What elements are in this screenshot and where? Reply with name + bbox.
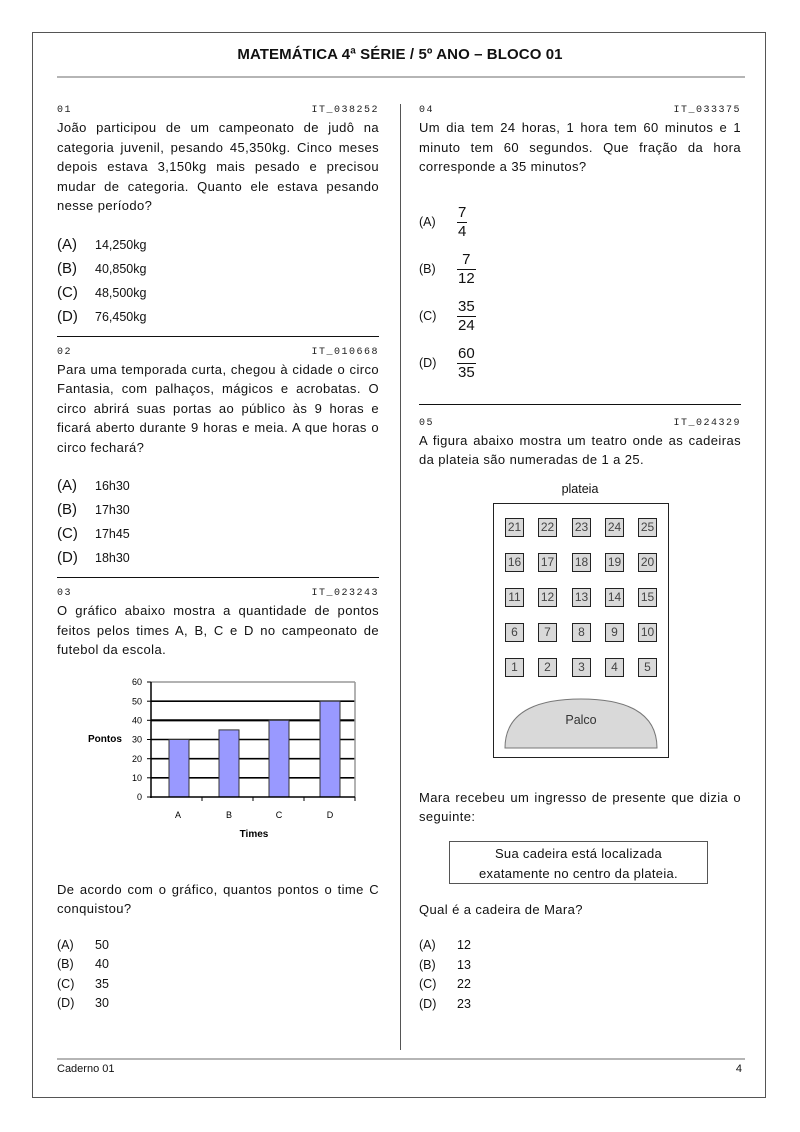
option-letter: (B) xyxy=(419,262,436,276)
question-number: 01 xyxy=(57,105,73,116)
ticket-container xyxy=(419,841,741,901)
bar-a xyxy=(169,739,189,797)
fraction xyxy=(457,345,476,382)
seat: 22 xyxy=(538,518,557,537)
option-value: 76,450kg xyxy=(95,309,147,324)
question-header xyxy=(419,417,741,431)
seat: 23 xyxy=(572,518,591,537)
ticket-line-2: exatamente no centro da plateia. xyxy=(479,865,678,881)
denominator: 24 xyxy=(458,316,475,334)
item-code: IT_010668 xyxy=(311,346,379,358)
question-number: 04 xyxy=(419,105,435,116)
option-b[interactable] xyxy=(419,958,741,978)
option-value: 16h30 xyxy=(95,479,130,493)
seat: 5 xyxy=(638,658,657,677)
option-letter: (A) xyxy=(57,235,77,253)
theater-figure xyxy=(419,482,741,802)
y-tick: 20 xyxy=(131,753,142,764)
seat: 10 xyxy=(638,623,657,642)
bar-c xyxy=(269,720,289,797)
bars xyxy=(169,701,340,797)
numerator: 60 xyxy=(458,344,475,362)
denominator: 35 xyxy=(458,363,475,381)
option-value: 35 xyxy=(95,976,109,991)
plateia-box xyxy=(493,503,669,758)
option-letter: (A) xyxy=(57,477,77,494)
question-header xyxy=(57,587,379,601)
seat: 14 xyxy=(605,588,624,607)
x-tick: B xyxy=(225,809,233,820)
x-tick-labels xyxy=(175,810,334,820)
bar-chart-svg xyxy=(57,674,379,880)
seat: 2 xyxy=(538,658,557,677)
item-code: IT_023243 xyxy=(311,588,379,599)
denominator: 4 xyxy=(458,222,467,240)
question-separator xyxy=(57,577,379,578)
seat: 4 xyxy=(605,658,624,677)
seat: 21 xyxy=(505,518,524,537)
option-letter: (A) xyxy=(57,937,74,952)
ticket-line-1: Sua cadeira está localizada xyxy=(494,845,663,861)
option-d[interactable] xyxy=(57,996,379,1016)
option-letter: (D) xyxy=(57,307,78,325)
question-header xyxy=(57,104,379,118)
seat: 18 xyxy=(572,553,591,572)
question-header xyxy=(419,104,741,118)
y-tick: 10 xyxy=(131,772,142,783)
column-divider xyxy=(400,104,401,1050)
option-value: 13 xyxy=(457,957,471,972)
option-letter: (C) xyxy=(419,977,437,991)
fraction xyxy=(457,204,467,241)
seat: 3 xyxy=(572,658,591,677)
seat: 11 xyxy=(505,588,524,607)
answer-options xyxy=(419,938,741,1016)
y-tick: 30 xyxy=(131,734,142,744)
question-03 xyxy=(57,587,379,1016)
y-tick: 60 xyxy=(131,676,142,687)
fraction xyxy=(457,251,476,288)
option-c[interactable] xyxy=(57,977,379,997)
option-value: 22 xyxy=(457,977,471,991)
denominator: 12 xyxy=(458,269,475,287)
option-a[interactable] xyxy=(419,199,741,246)
numerator: 7 xyxy=(462,250,471,268)
seat: 25 xyxy=(638,518,657,537)
option-c[interactable] xyxy=(419,977,741,997)
seat: 15 xyxy=(638,588,657,607)
seat: 17 xyxy=(538,553,557,572)
x-tick: A xyxy=(174,809,182,820)
option-letter: (D) xyxy=(419,996,437,1011)
left-column xyxy=(57,104,379,1016)
option-letter: (D) xyxy=(57,996,75,1010)
seat: 7 xyxy=(538,623,557,642)
bar-d xyxy=(320,701,340,797)
x-tick: D xyxy=(326,809,334,820)
question-prompt: Qual é a cadeira de Mara? xyxy=(419,901,583,917)
option-value: 40 xyxy=(95,957,109,971)
seat: 24 xyxy=(605,518,624,537)
question-04 xyxy=(419,104,741,387)
item-code: IT_033375 xyxy=(673,105,741,116)
question-header xyxy=(57,346,379,360)
option-value: 50 xyxy=(95,937,109,952)
title-divider xyxy=(57,76,745,78)
booklet-label: Caderno 01 xyxy=(57,1063,115,1075)
seat: 13 xyxy=(572,588,591,607)
bar-chart xyxy=(57,674,379,880)
y-axis-label: Pontos xyxy=(88,733,122,745)
question-text: Um dia tem 24 horas, 1 hora tem 60 minutos e 1 minuto tem 60 segundos. Que fração da hora corresponde a 35 minutos? xyxy=(419,120,741,174)
answer-options xyxy=(419,199,741,387)
option-b[interactable] xyxy=(57,957,379,977)
question-05 xyxy=(419,417,741,1017)
option-value: 30 xyxy=(95,996,109,1010)
option-a[interactable] xyxy=(57,938,379,958)
option-a[interactable] xyxy=(57,236,379,260)
seat: 9 xyxy=(605,623,624,642)
question-01 xyxy=(57,104,379,332)
footer-divider xyxy=(57,1058,745,1060)
bar-b xyxy=(219,729,239,796)
x-tick: C xyxy=(275,809,283,820)
question-prompt: De acordo com o gráfico, quantos pontos o time C conquistou? xyxy=(57,881,379,916)
option-value: 17h30 xyxy=(95,503,130,517)
question-number: 03 xyxy=(57,588,73,599)
numerator: 35 xyxy=(458,297,475,315)
seat: 8 xyxy=(572,623,591,642)
option-c[interactable] xyxy=(57,525,379,549)
option-b[interactable] xyxy=(57,260,379,284)
numerator: 7 xyxy=(458,203,467,221)
option-d[interactable] xyxy=(419,340,741,387)
answer-options xyxy=(57,236,379,332)
question-separator xyxy=(57,336,379,337)
seat: 16 xyxy=(505,553,524,572)
seat: 19 xyxy=(605,553,624,572)
question-text: A figura abaixo mostra um teatro onde as cadeiras da plateia são numeradas de 1 a 25. xyxy=(419,432,741,467)
question-number: 02 xyxy=(57,346,73,358)
option-b[interactable] xyxy=(419,246,741,293)
stage-label: Palco xyxy=(565,712,597,727)
option-d[interactable] xyxy=(57,308,379,332)
option-letter: (B) xyxy=(57,259,77,277)
option-a[interactable] xyxy=(419,938,741,958)
y-tick: 50 xyxy=(131,696,142,706)
question-text: Para uma temporada curta, chegou à cidade o circo Fantasia, com palhaços, mágicos e acrobatas. O circo abrirá suas portas ao público às 9 horas e ficará aberto durante 9 horas e meia. A que horas o circo fechará? xyxy=(57,361,379,455)
question-text: João participou de um campeonato de judô na categoria juvenil, pesando 45,350kg. Cinco meses depois estava 3,150kg mais pesado e precisou mudar de categoria. Quanto ele estava pesando nesse período? xyxy=(57,120,379,213)
option-value: 18h30 xyxy=(95,551,130,565)
option-letter: (C) xyxy=(57,283,78,301)
question-number: 05 xyxy=(419,417,435,429)
option-value: 17h45 xyxy=(95,527,130,541)
question-separator xyxy=(419,404,741,405)
option-value: 14,250kg xyxy=(95,237,147,252)
option-letter: (D) xyxy=(419,356,437,370)
option-d[interactable] xyxy=(419,997,741,1017)
option-d[interactable] xyxy=(57,549,379,573)
option-b[interactable] xyxy=(57,501,379,525)
option-letter: (B) xyxy=(57,501,77,518)
option-value: 48,500kg xyxy=(95,285,147,300)
plateia-label: plateia xyxy=(561,481,599,496)
y-tick: 0 xyxy=(136,791,142,802)
option-letter: (B) xyxy=(419,957,436,972)
page-title: MATEMÁTICA 4ª SÉRIE / 5º ANO – BLOCO 01 xyxy=(237,46,563,63)
fraction xyxy=(457,298,476,335)
option-letter: (A) xyxy=(419,938,436,952)
option-value: 12 xyxy=(457,938,471,952)
option-letter: (C) xyxy=(419,309,437,323)
item-code: IT_038252 xyxy=(311,105,379,116)
item-code: IT_024329 xyxy=(673,417,741,429)
ticket-note xyxy=(449,841,708,884)
seat: 1 xyxy=(505,658,524,677)
option-value: 40,850kg xyxy=(95,261,147,276)
y-tick-labels xyxy=(132,677,142,802)
option-letter: (D) xyxy=(57,549,78,566)
right-column xyxy=(419,104,741,1016)
option-letter: (C) xyxy=(57,525,78,542)
option-letter: (B) xyxy=(57,957,74,971)
x-axis-label: Times xyxy=(239,828,269,840)
option-value: 23 xyxy=(457,996,471,1011)
option-letter: (C) xyxy=(57,976,75,991)
y-tick: 40 xyxy=(131,715,142,725)
option-a[interactable] xyxy=(57,477,379,501)
question-text-2: Mara recebeu um ingresso de presente que dizia o seguinte: xyxy=(419,789,741,824)
question-02 xyxy=(57,346,379,574)
page-number: 4 xyxy=(735,1063,742,1075)
answer-options xyxy=(57,938,379,1016)
option-letter: (A) xyxy=(419,215,436,229)
answer-options xyxy=(57,477,379,573)
option-c[interactable] xyxy=(419,293,741,340)
option-c[interactable] xyxy=(57,284,379,308)
seat: 6 xyxy=(505,623,524,642)
seat: 12 xyxy=(538,588,557,607)
question-text: O gráfico abaixo mostra a quantidade de pontos feitos pelos times A, B, C e D no campeonato de futebol da escola. xyxy=(57,603,379,657)
seat: 20 xyxy=(638,553,657,572)
